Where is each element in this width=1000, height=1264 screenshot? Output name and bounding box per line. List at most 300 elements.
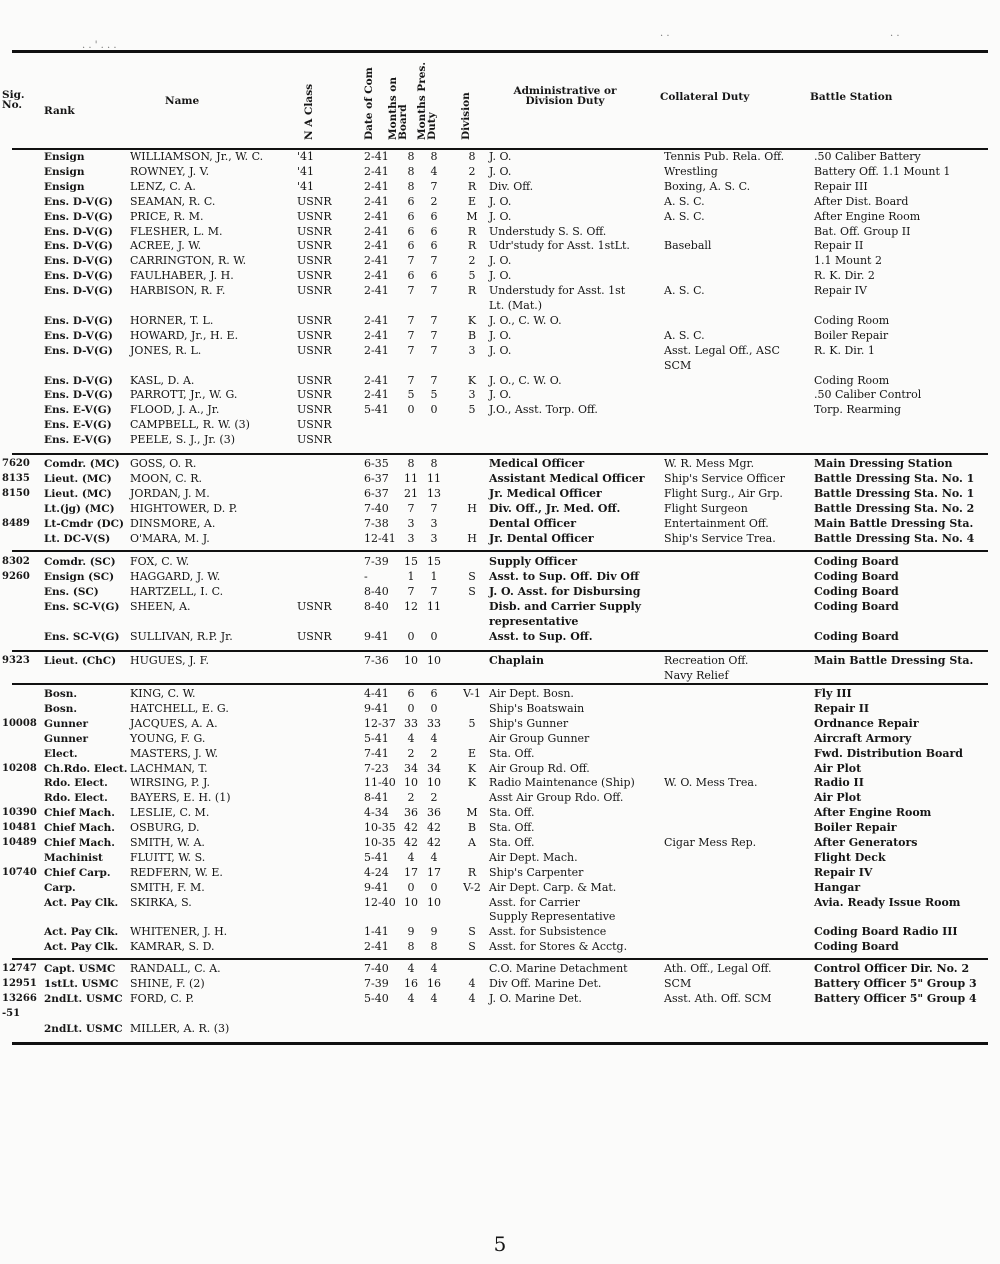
- months-on-board: 8: [407, 940, 415, 954]
- battle-station: Battery Off. 1.1 Mount 1: [814, 164, 951, 178]
- administrative-duty: J. O., C. W. O.: [489, 313, 562, 327]
- table-row: [0, 503, 1000, 518]
- officer-name: WIRSING, P. J.: [130, 776, 211, 790]
- months-on-board: 17: [404, 865, 418, 879]
- administrative-duty: Air Group Gunner: [489, 731, 590, 745]
- months-present-duty: 10: [427, 776, 441, 790]
- division: M: [466, 806, 478, 820]
- rank: Act. Pay Clk.: [44, 941, 119, 954]
- battle-station: .50 Caliber Battery: [814, 150, 921, 163]
- table-row: [0, 941, 1000, 956]
- division: 5: [468, 269, 476, 283]
- header-rank: Rank: [44, 105, 75, 117]
- months-present-duty: 0: [430, 403, 438, 417]
- administrative-duty: Udr'study for Asst. 1stLt.: [489, 239, 630, 253]
- months-present-duty: 2: [430, 194, 438, 208]
- officer-name: BAYERS, E. H. (1): [130, 791, 231, 805]
- division: 3: [468, 343, 476, 357]
- division: S: [468, 569, 476, 583]
- division: V-1: [463, 687, 481, 700]
- collateral-duty-cont: SCM: [664, 358, 692, 372]
- date-of-commission: 8-41: [364, 791, 389, 805]
- officer-name: SULLIVAN, R.P. Jr.: [130, 629, 233, 643]
- officer-name: LENZ, C. A.: [130, 179, 196, 193]
- months-present-duty: 4: [430, 731, 438, 745]
- na-class: USNR: [297, 224, 332, 238]
- table-row: [0, 1023, 1000, 1038]
- header-date: Date of Com: [363, 67, 375, 140]
- officer-name: MILLER, A. R. (3): [130, 1021, 230, 1035]
- date-of-commission: 5-40: [364, 991, 389, 1005]
- table-row: [0, 991, 1000, 1019]
- months-present-duty: 4: [430, 850, 438, 864]
- administrative-duty-cont: Supply Representative: [489, 910, 616, 924]
- date-of-commission: -: [364, 569, 368, 583]
- table-row: [0, 389, 1000, 404]
- months-on-board: 6: [407, 224, 415, 238]
- officer-name: OSBURG, D.: [130, 821, 200, 835]
- battle-station: Battle Dressing Sta. No. 1: [814, 486, 975, 500]
- officer-name: HUGUES, J. F.: [130, 654, 210, 667]
- months-on-board: 4: [407, 731, 415, 745]
- na-class: '41: [297, 150, 315, 163]
- date-of-commission: 2-41: [364, 328, 389, 342]
- date-of-commission: 11-40: [364, 776, 396, 790]
- months-on-board: 10: [404, 654, 418, 667]
- division: 3: [468, 388, 476, 402]
- division: 5: [468, 716, 476, 730]
- table-row: [0, 852, 1000, 867]
- division: K: [467, 373, 477, 387]
- months-on-board: 6: [407, 239, 415, 253]
- table-row: [0, 777, 1000, 792]
- collateral-duty: Baseball: [664, 239, 712, 253]
- battle-station: Main Battle Dressing Sta.: [814, 516, 974, 530]
- table-row: [0, 926, 1000, 941]
- battle-station: Repair IV: [814, 865, 873, 879]
- collateral-duty: W. O. Mess Trea.: [664, 776, 758, 790]
- months-present-duty: 33: [427, 716, 441, 730]
- battle-station: Coding Board Radio III: [814, 925, 958, 939]
- battle-station: Coding Room: [814, 373, 890, 387]
- header-collateral: Collateral Duty: [660, 91, 750, 103]
- sig-number: 10208: [2, 762, 37, 774]
- na-class: USNR: [297, 373, 332, 387]
- administrative-duty: Sta. Off.: [489, 821, 535, 835]
- rank: Ens. D-V(G): [44, 329, 113, 342]
- page-number: 5: [493, 1232, 507, 1256]
- months-present-duty: 7: [430, 284, 438, 298]
- collateral-duty: W. R. Mess Mgr.: [664, 457, 755, 470]
- officer-name: JACQUES, A. A.: [130, 716, 218, 730]
- administrative-duty: Air Dept. Bosn.: [489, 687, 574, 700]
- date-of-commission: 6-35: [364, 457, 389, 470]
- date-of-commission: 12-37: [364, 716, 396, 730]
- na-class: USNR: [297, 254, 332, 268]
- administrative-duty: J. O.: [489, 150, 512, 163]
- months-on-board: 4: [407, 991, 415, 1005]
- date-of-commission: 2-41: [364, 239, 389, 253]
- months-on-board: 11: [404, 471, 418, 485]
- battle-station: Coding Board: [814, 555, 899, 568]
- officer-name: FORD, C. P.: [130, 991, 195, 1005]
- months-on-board: 6: [407, 209, 415, 223]
- battle-station: Coding Board: [814, 599, 899, 613]
- division: R: [467, 224, 477, 238]
- administrative-duty: Chaplain: [489, 654, 545, 667]
- na-class: USNR: [297, 328, 332, 342]
- battle-station: R. K. Dir. 2: [814, 269, 875, 283]
- date-of-commission: 2-41: [364, 343, 389, 357]
- header-battle: Battle Station: [810, 91, 893, 103]
- battle-station: Main Battle Dressing Sta.: [814, 654, 974, 667]
- administrative-duty: Asst. for Subsistence: [489, 925, 607, 939]
- sig-number: 10481: [2, 822, 37, 834]
- administrative-duty: J. O.: [489, 388, 512, 402]
- sig-number: 8302: [2, 556, 30, 567]
- rank: Lieut. (ChC): [44, 655, 117, 667]
- table-row: [0, 226, 1000, 241]
- date-of-commission: 2-41: [364, 313, 389, 327]
- table-row: [0, 807, 1000, 822]
- division: H: [467, 501, 477, 515]
- months-on-board: 3: [407, 516, 415, 530]
- officer-name: GOSS, O. R.: [130, 457, 197, 470]
- officer-name: HAGGARD, J. W.: [130, 569, 221, 583]
- rank: Ens. D-V(G): [44, 240, 113, 253]
- officer-name: WHITENER, J. H.: [130, 925, 228, 939]
- rank: Ens. D-V(G): [44, 374, 113, 387]
- table-row: [0, 599, 1000, 628]
- rank: Ens. SC-V(G): [44, 630, 120, 643]
- months-present-duty: 7: [430, 343, 438, 357]
- administrative-duty: J. O.: [489, 164, 512, 178]
- rank: Machinist: [44, 851, 103, 864]
- battle-station: After Engine Room: [814, 806, 932, 820]
- collateral-duty: Asst. Legal Off., ASC: [664, 343, 780, 357]
- officer-name: KING, C. W.: [130, 687, 196, 700]
- administrative-duty: J.O., Asst. Torp. Off.: [489, 403, 598, 417]
- administrative-duty-cont: Lt. (Mat.): [489, 298, 543, 312]
- battle-station: Air Plot: [814, 791, 862, 805]
- date-of-commission: 8-40: [364, 584, 389, 598]
- administrative-duty: J. O.: [489, 328, 512, 342]
- officer-name: HATCHELL, E. G.: [130, 701, 229, 715]
- rank: Lt. DC-V(S): [44, 532, 111, 545]
- date-of-commission: 5-41: [364, 403, 389, 417]
- na-class: USNR: [297, 284, 332, 298]
- collateral-duty: Flight Surg., Air Grp.: [664, 486, 783, 500]
- administrative-duty: Medical Officer: [489, 457, 585, 470]
- administrative-duty: Understudy for Asst. 1st: [489, 284, 626, 298]
- months-on-board: 2: [407, 746, 415, 760]
- date-of-commission: 2-41: [364, 209, 389, 223]
- sig-number: 10390: [2, 807, 37, 819]
- division: R: [467, 239, 477, 253]
- officer-name: SHEEN, A.: [130, 599, 191, 613]
- months-on-board: 21: [404, 486, 418, 500]
- battle-station: Boiler Repair: [814, 328, 889, 342]
- months-on-board: 8: [407, 164, 415, 178]
- officer-name: CAMPBELL, R. W. (3): [130, 418, 250, 432]
- date-of-commission: 7-39: [364, 555, 389, 568]
- rank: Carp.: [44, 881, 76, 894]
- date-of-commission: 7-41: [364, 746, 389, 760]
- administrative-duty: Ship's Gunner: [489, 716, 569, 730]
- months-present-duty: 6: [430, 239, 438, 253]
- date-of-commission: 2-41: [364, 940, 389, 954]
- months-on-board: 34: [404, 761, 418, 775]
- officer-name: WILLIAMSON, Jr., W. C.: [130, 150, 264, 163]
- battle-station: .50 Caliber Control: [814, 388, 922, 402]
- header-months-pres: Months Pres. Duty: [416, 62, 438, 140]
- battle-station: Repair II: [814, 701, 870, 715]
- months-present-duty: 7: [430, 328, 438, 342]
- months-present-duty: 7: [430, 501, 438, 515]
- rank: Lieut. (MC): [44, 487, 112, 500]
- date-of-commission: 7-36: [364, 654, 389, 667]
- rank: Gunner: [44, 717, 89, 730]
- rank: Act. Pay Clk.: [44, 926, 119, 939]
- battle-station: Battle Dressing Sta. No. 1: [814, 471, 975, 485]
- officer-name: HARTZELL, I. C.: [130, 584, 224, 598]
- months-on-board: 42: [404, 821, 418, 835]
- officer-name: FLOOD, J. A., Jr.: [130, 403, 220, 417]
- date-of-commission: 4-34: [364, 806, 389, 820]
- sig-number: 9260: [2, 570, 30, 582]
- months-present-duty: 11: [427, 471, 441, 485]
- administrative-duty: Sta. Off.: [489, 836, 535, 849]
- rank: Rdo. Elect.: [44, 792, 108, 805]
- date-of-commission: 10-35: [364, 836, 396, 849]
- officer-name: LESLIE, C. M.: [130, 806, 210, 820]
- collateral-duty: Tennis Pub. Rela. Off.: [664, 150, 785, 163]
- months-present-duty: 6: [430, 269, 438, 283]
- rank: 2ndLt. USMC: [44, 992, 123, 1005]
- table-row: [0, 748, 1000, 763]
- administrative-duty: J. O.: [489, 269, 512, 283]
- rank: Gunner: [44, 732, 89, 745]
- months-present-duty: 34: [427, 761, 441, 775]
- battle-station: Fwd. Distribution Board: [814, 746, 963, 760]
- rank: 1stLt. USMC: [44, 977, 119, 990]
- months-present-duty: 1: [430, 569, 438, 583]
- battle-station: Coding Board: [814, 940, 899, 954]
- administrative-duty: J. O. Marine Det.: [489, 991, 582, 1005]
- division: K: [467, 313, 477, 327]
- header-division: Division: [460, 92, 472, 140]
- na-class: USNR: [297, 343, 332, 357]
- months-on-board: 9: [407, 925, 415, 939]
- table-row: [0, 211, 1000, 226]
- rank: Ensign: [44, 151, 85, 163]
- date-of-commission: 2-41: [364, 388, 389, 402]
- administrative-duty: Div Off. Marine Det.: [489, 976, 602, 990]
- header-admin: Administrative or Division Duty: [513, 85, 617, 107]
- sig-number: 12747: [2, 963, 37, 974]
- table-row: [0, 978, 1000, 993]
- division: R: [467, 179, 477, 193]
- months-on-board: 0: [407, 880, 415, 894]
- collateral-duty: A. S. C.: [664, 328, 705, 342]
- date-of-commission: 9-41: [364, 880, 389, 894]
- battle-station: Repair IV: [814, 284, 867, 298]
- division: R: [467, 865, 477, 879]
- date-of-commission: 5-41: [364, 850, 389, 864]
- months-on-board: 0: [407, 403, 415, 417]
- na-class: USNR: [297, 599, 332, 613]
- battle-station: Torp. Rearming: [814, 403, 902, 417]
- administrative-duty-cont: representative: [489, 614, 579, 628]
- date-of-commission: 2-41: [364, 224, 389, 238]
- officer-name: KAMRAR, S. D.: [130, 940, 215, 954]
- months-present-duty: 7: [430, 313, 438, 327]
- administrative-duty: Air Dept. Carp. & Mat.: [489, 880, 617, 894]
- months-present-duty: 16: [427, 976, 441, 990]
- division: S: [468, 940, 476, 954]
- months-on-board: 4: [407, 962, 415, 975]
- table-row: [0, 181, 1000, 196]
- administrative-duty: J. O.: [489, 194, 512, 208]
- battle-station: Bat. Off. Group II: [814, 224, 911, 238]
- officer-name: ROWNEY, J. V.: [130, 164, 210, 178]
- administrative-duty: J. O., C. W. O.: [489, 373, 562, 387]
- rank: Ens. D-V(G): [44, 225, 113, 238]
- table-row: [0, 518, 1000, 533]
- na-class: USNR: [297, 194, 332, 208]
- administrative-duty: J. O.: [489, 209, 512, 223]
- months-on-board: 6: [407, 269, 415, 283]
- months-on-board: 8: [407, 150, 415, 163]
- collateral-duty-cont: Navy Relief: [664, 668, 729, 682]
- months-present-duty: 8: [430, 150, 438, 163]
- division: R: [467, 284, 477, 298]
- date-of-commission: 2-41: [364, 269, 389, 283]
- months-on-board: 4: [407, 850, 415, 864]
- scan-mark: . .: [890, 28, 900, 39]
- battle-station: Coding Board: [814, 629, 899, 643]
- collateral-duty: Ship's Service Trea.: [664, 531, 776, 545]
- date-of-commission: 6-37: [364, 486, 389, 500]
- officer-name: JORDAN, J. M.: [130, 486, 210, 500]
- administrative-duty: Ship's Carpenter: [489, 865, 584, 879]
- collateral-duty: Flight Surgeon: [664, 501, 748, 515]
- division: E: [467, 746, 477, 760]
- months-on-board: 3: [407, 531, 415, 545]
- date-of-commission: 2-41: [364, 373, 389, 387]
- rank: Ens. D-V(G): [44, 255, 113, 268]
- collateral-duty: A. S. C.: [664, 284, 705, 298]
- months-present-duty: 42: [427, 821, 441, 835]
- division: 4: [468, 976, 476, 990]
- administrative-duty: Air Group Rd. Off.: [489, 761, 590, 775]
- table-row: [0, 867, 1000, 882]
- table-row: [0, 375, 1000, 390]
- months-on-board: 7: [407, 254, 415, 268]
- date-of-commission: 9-41: [364, 701, 389, 715]
- table-row: [0, 473, 1000, 488]
- header-months-board: Months on Board: [387, 77, 409, 140]
- months-on-board: 12: [404, 599, 418, 613]
- rank: Lt-Cmdr (DC): [44, 517, 124, 530]
- table-row: [0, 284, 1000, 312]
- officer-name: FAULHABER, J. H.: [130, 269, 234, 283]
- battle-station: Battle Dressing Sta. No. 4: [814, 531, 975, 545]
- administrative-duty: Asst Air Group Rdo. Off.: [489, 791, 624, 805]
- months-on-board: 36: [404, 806, 418, 820]
- collateral-duty: Asst. Ath. Off. SCM: [664, 991, 772, 1005]
- months-present-duty: 17: [427, 865, 441, 879]
- sig-number-cont: -51: [2, 1007, 21, 1019]
- months-present-duty: 9: [430, 925, 438, 939]
- officer-name: MASTERS, J. W.: [130, 746, 218, 760]
- na-class: USNR: [297, 313, 332, 327]
- months-on-board: 7: [407, 584, 415, 598]
- months-present-duty: 4: [430, 962, 438, 975]
- collateral-duty: Cigar Mess Rep.: [664, 836, 757, 849]
- table-row: [0, 733, 1000, 748]
- division: A: [468, 836, 476, 849]
- rank: Ensign: [44, 165, 85, 178]
- collateral-duty: A. S. C.: [664, 194, 705, 208]
- months-on-board: 7: [407, 328, 415, 342]
- officer-name: HIGHTOWER, D. P.: [130, 501, 238, 515]
- battle-station: Coding Room: [814, 313, 890, 327]
- battle-station: R. K. Dir. 1: [814, 343, 875, 357]
- table-row: [0, 533, 1000, 548]
- division: 5: [468, 403, 476, 417]
- officer-name: REDFERN, W. E.: [130, 865, 223, 879]
- scan-mark: . . ' . . .: [82, 40, 117, 51]
- officer-name: SKIRKA, S.: [130, 895, 192, 909]
- division: 8: [468, 150, 476, 163]
- date-of-commission: 7-40: [364, 962, 389, 975]
- officer-name: PARROTT, Jr., W. G.: [130, 388, 238, 402]
- table-row: [0, 895, 1000, 924]
- battle-station: Repair II: [814, 239, 864, 253]
- table-row: [0, 571, 1000, 586]
- table-row: [0, 488, 1000, 503]
- battle-station: Air Plot: [814, 761, 862, 775]
- administrative-duty: Jr. Medical Officer: [489, 486, 602, 500]
- table-row: [0, 458, 1000, 473]
- na-class: USNR: [297, 209, 332, 223]
- sig-number: 8489: [2, 517, 30, 529]
- officer-name: RANDALL, C. A.: [130, 962, 221, 975]
- division: 4: [468, 991, 476, 1005]
- months-present-duty: 8: [430, 940, 438, 954]
- months-on-board: 7: [407, 343, 415, 357]
- date-of-commission: 12-40: [364, 895, 396, 909]
- months-present-duty: 7: [430, 584, 438, 598]
- header-name: Name: [165, 95, 200, 107]
- officer-name: HOWARD, Jr., H. E.: [130, 328, 239, 342]
- administrative-duty: Asst. to Sup. Off.: [489, 629, 593, 643]
- sig-number: 10008: [2, 717, 37, 729]
- months-present-duty: 0: [430, 880, 438, 894]
- collateral-duty: Entertainment Off.: [664, 516, 769, 530]
- table-row: [0, 196, 1000, 211]
- division: E: [467, 194, 477, 208]
- division: B: [467, 821, 477, 835]
- administrative-duty: J. O.: [489, 254, 512, 268]
- sig-number: 8135: [2, 472, 30, 484]
- division: K: [467, 776, 477, 790]
- sig-number: 13266: [2, 992, 37, 1004]
- officer-name: PEELE, S. J., Jr. (3): [130, 433, 236, 447]
- months-present-duty: 3: [430, 516, 438, 530]
- battle-station: Repair III: [814, 179, 868, 193]
